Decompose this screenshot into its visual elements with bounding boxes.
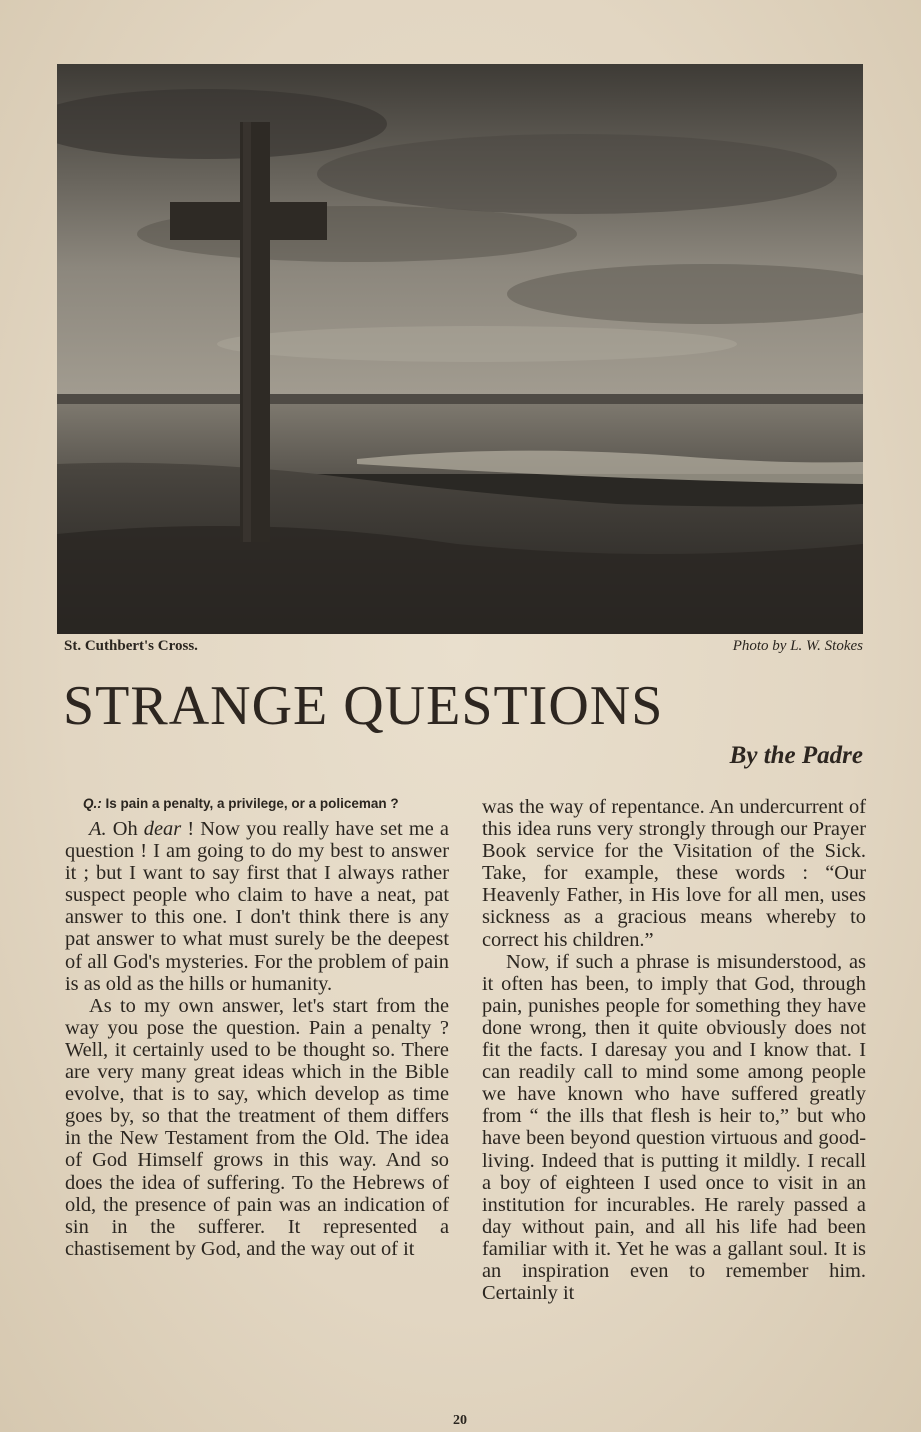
article-column-right — [482, 796, 866, 1304]
photo-credit: Photo by L. W. Stokes — [732, 638, 863, 654]
article-column-left — [65, 796, 449, 1260]
answer-prefix: A. — [89, 818, 107, 840]
page-number: 20 — [453, 1413, 467, 1428]
reader-question — [65, 796, 449, 812]
article-byline: By the Padre — [729, 742, 863, 769]
answer-paragraph-4: Now, if such a phrase is misunderstood, as it often has been, to imply that God, through pain, punishes people for something they have done wrong, then it quite obviously does not fit the facts. I daresay you and I know that. I can readily call to mind some among people we have known who have suffered greatly from “ the ills that flesh is heir to,” but who have been beyond question virtuous and good-living. Indeed that is putting it mildly. I recall a boy of eighteen I used once to visit in an institution for incurables. He rarely passed a day without pain, and all his life had been familiar with it. Yet he was a gallant soul. It is an inspiration even to remember him. Certainly it — [482, 950, 866, 1305]
answer-paragraph-2: As to my own answer, let's start from the way you pose the question. Pain a penalty ? Well, it certainly used to be thought so. There are very many great ideas which in the Bible evolve, that is to say, which develop as time goes by, so that the treatment of them differs in the New Testament from the Old. The idea of God Himself grows in this way. And so does the idea of suffering. To the Hebrews of old, the presence of pain was an indication of sin in the sufferer. It represented a chastisement by God, and the way out of it — [65, 994, 449, 1260]
cross-photograph — [57, 64, 863, 634]
question-text: Is pain a penalty, a privilege, or a policeman ? — [105, 796, 399, 811]
answer-emphasis: dear — [143, 818, 182, 840]
answer-paragraph-1 — [65, 818, 449, 995]
answer-paragraph-3: was the way of repentance. An undercurrent of this idea runs very strongly through our Prayer Book service for the Visitation of the Sick. Take, for example, these words : “Our Heavenly Father, in His love for all men, uses sickness as a gracious means whereby to correct his children.” — [482, 796, 866, 951]
answer-lead: Oh — [112, 818, 138, 840]
article-title: STRANGE QUESTIONS — [63, 675, 664, 737]
photo-caption: St. Cuthbert's Cross. — [64, 638, 198, 654]
answer-paragraph-1-text: ! Now you really have set me a question ! I am going to do my best to answer it ; but I want to say first that I always rather suspect people who claim to have a neat, pat answer to this one. I don't think there is any pat answer to what must surely be the deepest of all God's mysteries. For the problem of pain is as old as the hills or humanity. — [65, 818, 449, 995]
question-prefix: Q.: — [83, 796, 102, 811]
